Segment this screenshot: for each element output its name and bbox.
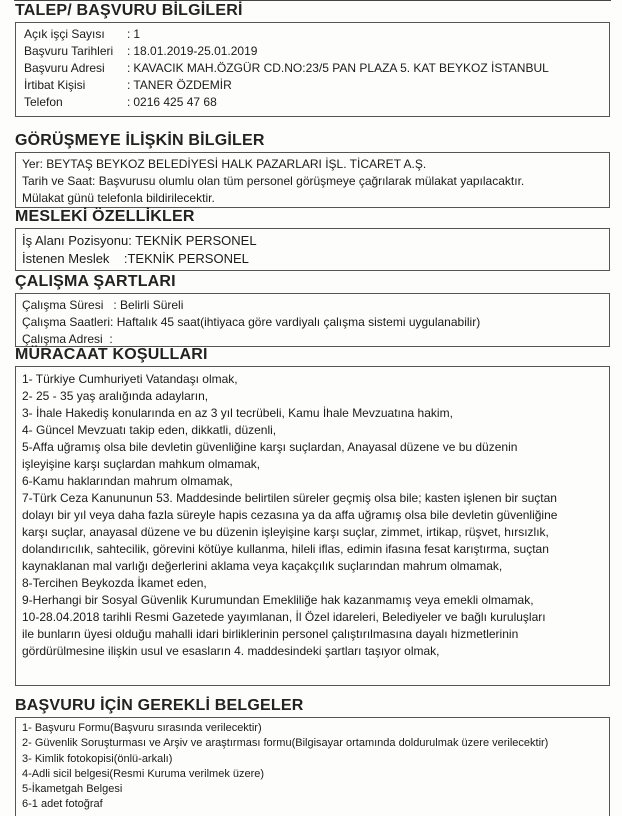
muracaat-item: ile bunların üyesi olduğu mahalli idari birliklerinin personel çalıştırılmasına dayalı hizmetlerinin <box>22 627 519 641</box>
calisma-suresi: Çalışma Süresi : Belirli Süreli <box>22 298 184 312</box>
muracaat-item: karşı suçlar, anayasal düzene ve bu düzenin işleyişine karşı suçlar, zimmet, irtikap, rüşvet, hırsızlık, <box>22 525 549 539</box>
gorusme-yer: Yer: BEYTAŞ BEYKOZ BELEDİYESİ HALK PAZARLARI İŞL. TİCARET A.Ş. <box>22 157 427 171</box>
calisma-saatleri: Çalışma Saatleri: Haftalık 45 saat(ihtiyaca göre vardiyalı çalışma sistemi uygulanabilir) <box>22 315 481 329</box>
gorusme-mulakat: Mülakat günü telefonla bildirilecektir. <box>22 191 215 205</box>
muracaat-item: gördürülmesine ilişkin usul ve esasların 4. maddesindeki şartları taşıyor olmak, <box>22 644 440 658</box>
muracaat-item: kaynaklanan mal varlığı değerlerini aklama veya kaçakçılık suçlarından mahrum olmamak, <box>22 559 503 573</box>
muracaat-item: 6-Kamu haklarından mahrum olmamak, <box>22 474 233 488</box>
belge-item: 4-Adli sicil belgesi(Resmi Kuruma verilmek üzere) <box>22 767 265 780</box>
muracaat-item: 8-Tercihen Beykozda İkamet eden, <box>22 576 207 590</box>
gorusme-tarih-saat: Tarih ve Saat: Başvurusu olumlu olan tüm personel görüşmeye çağrılarak mülakat yapılacaktır. <box>22 174 525 188</box>
meslek-is-alani: İş Alanı Pozisyonu: TEKNİK PERSONEL <box>22 233 257 248</box>
gorusme-box <box>15 152 610 208</box>
belgeler-box <box>15 717 610 816</box>
muracaat-item: dolandırıcılık, sahtecilik, görevini kötüye kullanma, hileli iflas, edimin ifasına fesat karıştırma, suçtan <box>22 542 549 556</box>
muracaat-item: 9-Herhangi bir Sosyal Güvenlik Kurumundan Emekliliğe hak kazanmamış veya emekli olmamak, <box>22 593 534 607</box>
belge-item: 2- Güvenlik Soruşturması ve Arşiv ve araştırması formu(Bilgisayar ortamında doldurulmak üzere verilecektir) <box>22 737 549 750</box>
belge-item: 3- Kimlik fotokopisi(önlü-arkalı) <box>22 752 173 765</box>
section-title-meslek: MESLEKİ ÖZELLİKLER <box>15 208 195 225</box>
row-basvuru-adresi: Başvuru Adresi : KAVACIK MAH.ÖZGÜR CD.NO:23/5 PAN PLAZA 5. KAT BEYKOZ İSTANBUL <box>24 61 549 75</box>
talep-box <box>15 22 610 117</box>
belge-item: 1- Başvuru Formu(Başvuru sırasında verilecektir) <box>22 722 262 734</box>
calisma-box <box>15 293 610 347</box>
muracaat-box <box>15 366 610 686</box>
belge-item: 6-1 adet fotoğraf <box>22 798 103 811</box>
section-title-muracaat: MÜRACAAT KOŞULLARI <box>15 346 208 363</box>
belge-item: 5-İkametgah Belgesi <box>22 783 123 796</box>
muracaat-item: 5-Affa uğramış olsa bile devletin güvenliğine karşı suçlardan, Anayasal düzene ve bu düzenin <box>22 440 518 454</box>
muracaat-item: işleyişine karşı suçlardan mahkum olmamak, <box>22 457 261 471</box>
meslek-istenen: İstenen Meslek :TEKNİK PERSONEL <box>22 251 249 266</box>
section-title-belgeler: BAŞVURU İÇİN GEREKLİ BELGELER <box>15 697 304 714</box>
calisma-adresi: Çalışma Adresi : <box>22 332 113 346</box>
muracaat-item: dolayı bir yıl veya daha fazla süreyle hapis cezasına ya da affa uğramış olsa bile devletin güvenliğine <box>22 508 558 522</box>
meslek-box <box>15 228 610 271</box>
muracaat-item: 3- İhale Hakediş konularında en az 3 yıl tecrübeli, Kamu İhale Mevzuatına hakim, <box>22 406 453 420</box>
row-telefon: Telefon : 0216 425 47 68 <box>24 95 217 109</box>
section-title-gorusme: GÖRÜŞMEYE İLİŞKİN BİLGİLER <box>15 132 265 149</box>
muracaat-item: 7-Türk Ceza Kanununun 53. Maddesinde belirtilen süreler geçmiş olsa bile; kasten işlenen bir suçtan <box>22 491 557 505</box>
muracaat-item: 2- 25 - 35 yaş aralığında adayların, <box>22 389 209 403</box>
section-title-talep: TALEP/ BAŞVURU BİLGİLERİ <box>15 2 243 19</box>
muracaat-item: 10-28.04.2018 tarihli Resmi Gazetede yayımlanan, İl Özel idareleri, Belediyeler ve bağlı kuruluşları <box>22 610 546 624</box>
row-acik-isci-sayisi: Açık işçi Sayısı : 1 <box>24 27 141 41</box>
row-basvuru-tarihleri: Başvuru Tarihleri : 18.01.2019-25.01.2019 <box>24 44 258 58</box>
muracaat-item: 4- Güncel Mevzuatı takip eden, dikkatli, düzenli, <box>22 423 277 437</box>
muracaat-item: 1- Türkiye Cumhuriyeti Vatandaşı olmak, <box>22 372 238 386</box>
section-title-calisma: ÇALIŞMA ŞARTLARI <box>15 273 176 290</box>
row-irtibat-kisisi: İrtibat Kişisi : TANER ÖZDEMİR <box>24 78 232 92</box>
